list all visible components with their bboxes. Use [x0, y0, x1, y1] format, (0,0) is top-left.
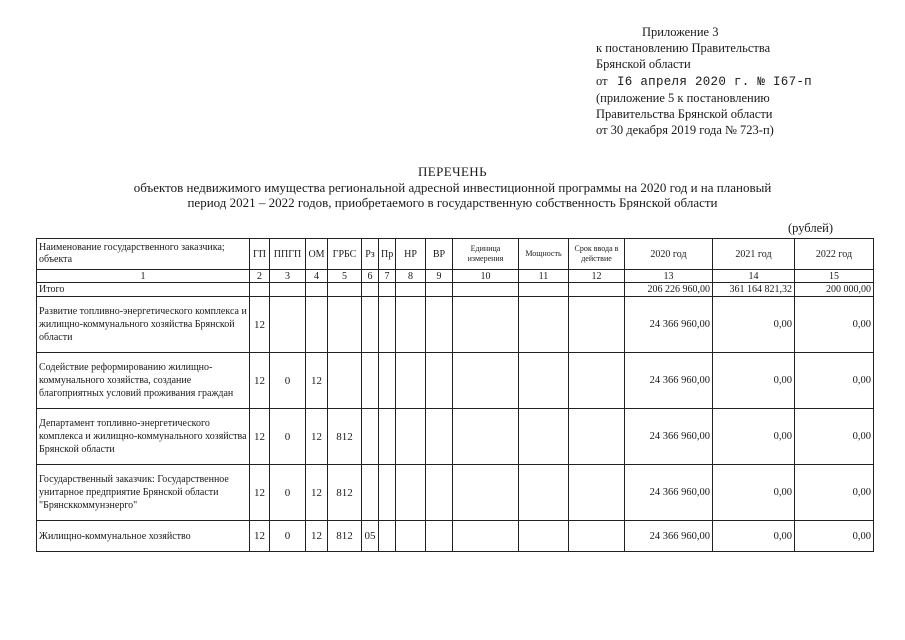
- header-cell: Рз: [362, 239, 379, 270]
- cell-y2022: 0,00: [795, 297, 874, 353]
- cell-rz: [362, 465, 379, 521]
- cell-unit: [453, 409, 519, 465]
- cell-nr: [396, 465, 426, 521]
- cell-gp: 12: [250, 409, 270, 465]
- row-name: Содействие реформированию жилищно-коммунального хозяйства, создание благоприятных условий проживания граждан: [37, 353, 250, 409]
- header-cell: НР: [396, 239, 426, 270]
- table-row: [37, 465, 874, 521]
- cell-vr: [426, 465, 453, 521]
- cell-vr: [426, 297, 453, 353]
- header-cell: 2021 год: [713, 239, 795, 270]
- header-cell: Единица измерения: [453, 239, 519, 270]
- cell-y2020: 24 366 960,00: [625, 297, 713, 353]
- table-row: [37, 521, 874, 552]
- cell-power: [519, 297, 569, 353]
- total-row: [37, 283, 874, 297]
- appendix-line: к постановлению Правительства: [596, 41, 771, 56]
- header-cell: ВР: [426, 239, 453, 270]
- cell-y2022: 0,00: [795, 353, 874, 409]
- column-number-row: [37, 270, 874, 283]
- cell-y2022: 0,00: [795, 521, 874, 552]
- cell-unit: [453, 521, 519, 552]
- cell-nr: [396, 353, 426, 409]
- total-label: Итого: [37, 283, 250, 297]
- header-cell: ППГП: [270, 239, 306, 270]
- cell-vr: [426, 521, 453, 552]
- appendix-block: [596, 24, 812, 138]
- cell-grbs: [328, 353, 362, 409]
- cell-term: [569, 297, 625, 353]
- cell-rz: 05: [362, 521, 379, 552]
- row-name: Развитие топливно-энергетического комплекса и жилищно-коммунального хозяйства Брянской области: [37, 297, 250, 353]
- date-prefix: от: [596, 73, 608, 88]
- cell-gp: 12: [250, 297, 270, 353]
- total-2020: 206 226 960,00: [625, 283, 713, 297]
- header-cell: Мощность: [519, 239, 569, 270]
- column-number-cell: 8: [396, 270, 426, 283]
- cell-grbs: 812: [328, 465, 362, 521]
- cell-power: [519, 521, 569, 552]
- column-number-cell: 1: [37, 270, 250, 283]
- cell-term: [569, 353, 625, 409]
- column-number-cell: 15: [795, 270, 874, 283]
- cell-y2021: 0,00: [713, 353, 795, 409]
- total-2021: 361 164 821,32: [713, 283, 795, 297]
- table-header-row: [37, 239, 874, 270]
- header-cell: ГП: [250, 239, 270, 270]
- cell-gp: 12: [250, 353, 270, 409]
- header-cell: Наименование государственного заказчика; объекта: [37, 239, 250, 270]
- cell-grbs: 812: [328, 409, 362, 465]
- row-name: Жилищно-коммунальное хозяйство: [37, 521, 250, 552]
- header-cell: Пр: [379, 239, 396, 270]
- cell-term: [569, 409, 625, 465]
- cell-y2022: 0,00: [795, 409, 874, 465]
- cell-y2021: 0,00: [713, 465, 795, 521]
- cell-unit: [453, 353, 519, 409]
- cell-grbs: 812: [328, 521, 362, 552]
- cell-om: [306, 297, 328, 353]
- cell-ppgp: 0: [270, 465, 306, 521]
- cell-gp: 12: [250, 465, 270, 521]
- table-row: [37, 353, 874, 409]
- cell-pr: [379, 521, 396, 552]
- column-number-cell: 2: [250, 270, 270, 283]
- document-title: [0, 164, 905, 211]
- cell-y2020: 24 366 960,00: [625, 353, 713, 409]
- appendix-title: Приложение 3: [642, 25, 719, 39]
- cell-nr: [396, 409, 426, 465]
- column-number-cell: 12: [569, 270, 625, 283]
- cell-om: 12: [306, 465, 328, 521]
- cell-power: [519, 465, 569, 521]
- cell-rz: [362, 297, 379, 353]
- cell-nr: [396, 297, 426, 353]
- table-row: [37, 297, 874, 353]
- cell-ppgp: 0: [270, 353, 306, 409]
- cell-y2021: 0,00: [713, 409, 795, 465]
- column-number-cell: 3: [270, 270, 306, 283]
- appendix-line: (приложение 5 к постановлению: [596, 90, 770, 105]
- cell-om: 12: [306, 409, 328, 465]
- row-name: Департамент топливно-энергетического комплекса и жилищно-коммунального хозяйства Брянской области: [37, 409, 250, 465]
- title-line: объектов недвижимого имущества региональной адресной инвестиционной программы на 2020 год и на плановый: [133, 179, 772, 195]
- cell-pr: [379, 409, 396, 465]
- cell-vr: [426, 409, 453, 465]
- column-number-cell: 9: [426, 270, 453, 283]
- cell-y2020: 24 366 960,00: [625, 465, 713, 521]
- column-number-cell: 5: [328, 270, 362, 283]
- cell-pr: [379, 465, 396, 521]
- cell-y2021: 0,00: [713, 297, 795, 353]
- cell-om: 12: [306, 353, 328, 409]
- column-number-cell: 11: [519, 270, 569, 283]
- cell-y2020: 24 366 960,00: [625, 521, 713, 552]
- cell-y2021: 0,00: [713, 521, 795, 552]
- column-number-cell: 10: [453, 270, 519, 283]
- title-line: период 2021 – 2022 годов, приобретаемого в государственную собственность Брянской области: [187, 195, 718, 210]
- title-heading: ПЕРЕЧЕНЬ: [418, 164, 487, 179]
- column-number-cell: 4: [306, 270, 328, 283]
- header-cell: 2022 год: [795, 239, 874, 270]
- header-cell: ГРБС: [328, 239, 362, 270]
- cell-ppgp: 0: [270, 521, 306, 552]
- cell-y2020: 24 366 960,00: [625, 409, 713, 465]
- cell-unit: [453, 297, 519, 353]
- cell-pr: [379, 353, 396, 409]
- objects-table: [36, 238, 874, 552]
- column-number-cell: 14: [713, 270, 795, 283]
- total-2022: 200 000,00: [795, 283, 874, 297]
- cell-rz: [362, 409, 379, 465]
- cell-gp: 12: [250, 521, 270, 552]
- cell-ppgp: 0: [270, 409, 306, 465]
- cell-vr: [426, 353, 453, 409]
- cell-ppgp: [270, 297, 306, 353]
- appendix-line: от 30 декабря 2019 года № 723-п): [596, 123, 774, 138]
- cell-rz: [362, 353, 379, 409]
- header-cell: ОМ: [306, 239, 328, 270]
- cell-unit: [453, 465, 519, 521]
- cell-om: 12: [306, 521, 328, 552]
- column-number-cell: 13: [625, 270, 713, 283]
- table-row: [37, 409, 874, 465]
- cell-grbs: [328, 297, 362, 353]
- row-name: Государственный заказчик: Государственное унитарное предприятие Брянской области "Брянсккоммунэнерго": [37, 465, 250, 521]
- date-value: I6 апреля 2020 г. № I67-п: [616, 74, 812, 89]
- header-cell: 2020 год: [625, 239, 713, 270]
- cell-power: [519, 409, 569, 465]
- cell-y2022: 0,00: [795, 465, 874, 521]
- cell-power: [519, 353, 569, 409]
- appendix-date-line: [596, 73, 812, 90]
- cell-nr: [396, 521, 426, 552]
- cell-term: [569, 465, 625, 521]
- column-number-cell: 7: [379, 270, 396, 283]
- units-label: (рублей): [787, 221, 833, 235]
- appendix-line: Правительства Брянской области: [596, 107, 773, 122]
- header-cell: Срок ввода в действие: [569, 239, 625, 270]
- appendix-line: Брянской области: [596, 57, 691, 72]
- cell-term: [569, 521, 625, 552]
- cell-pr: [379, 297, 396, 353]
- column-number-cell: 6: [362, 270, 379, 283]
